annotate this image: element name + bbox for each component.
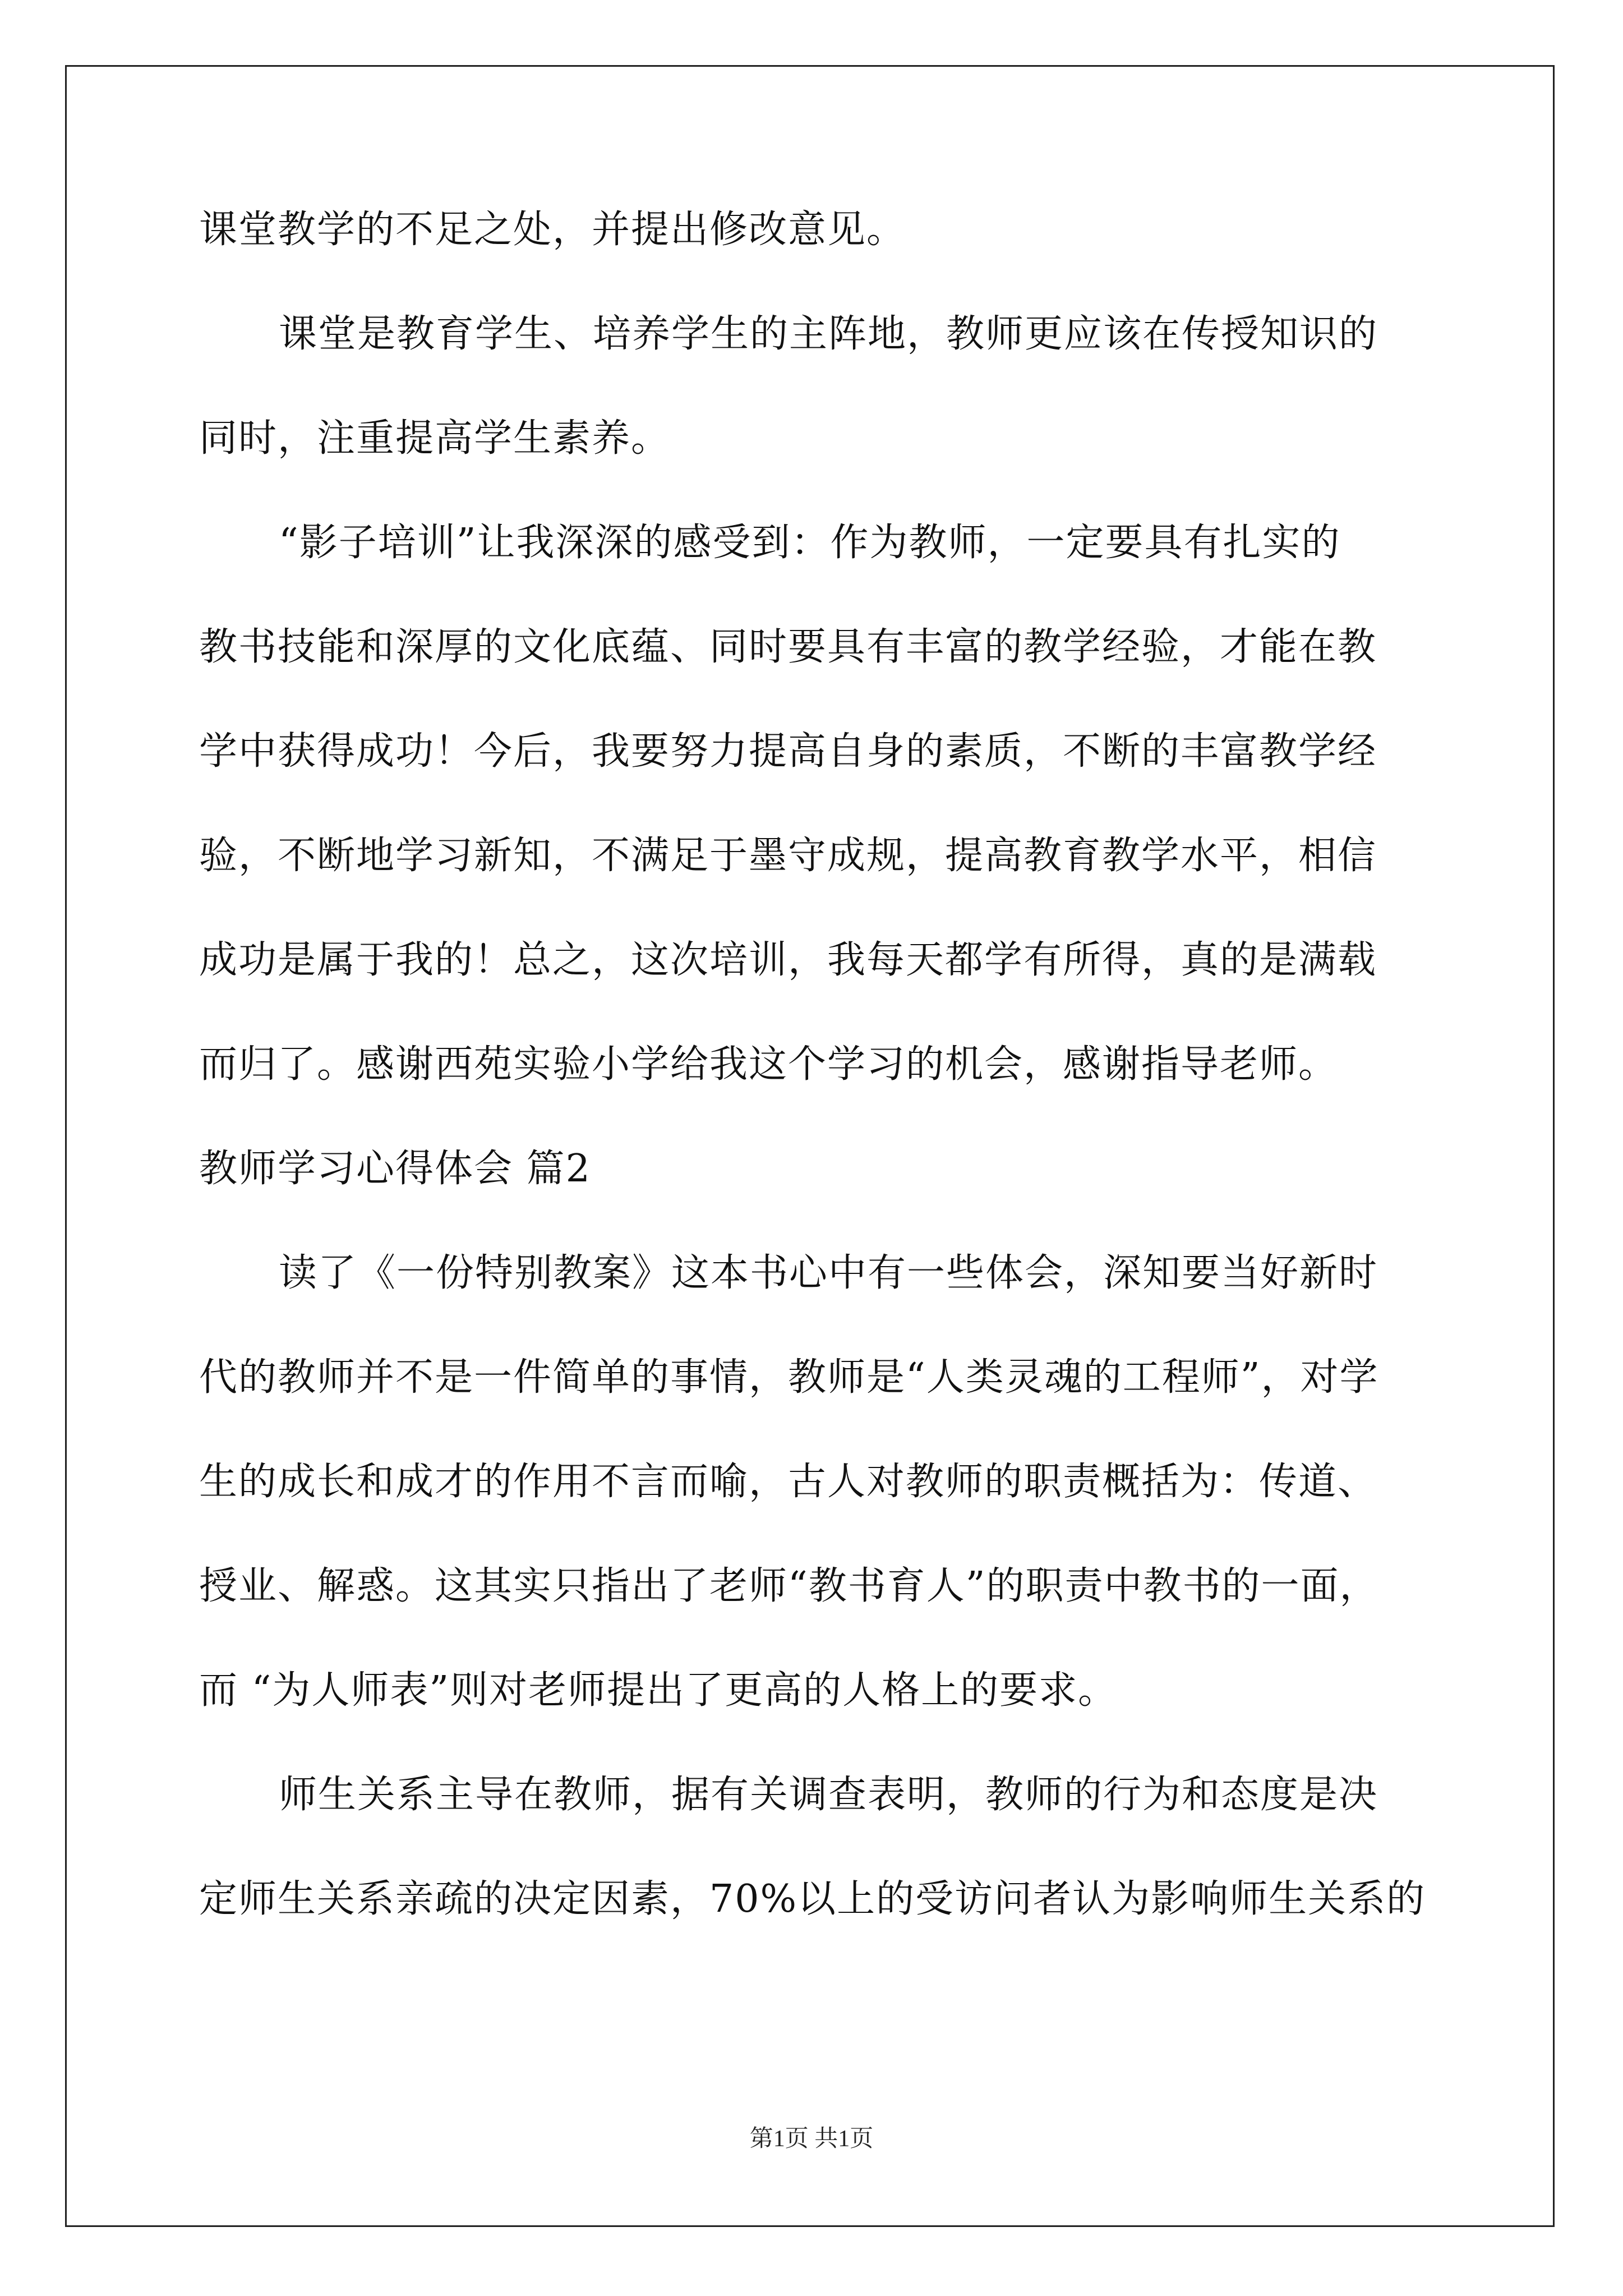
text-line: 同时，注重提高学生素养。: [199, 416, 671, 461]
text-line: 验，不断地学习新知，不满足于墨守成规，提高教育教学水平，相信: [199, 834, 1377, 878]
text-line: 定师生关系亲疏的决定因素，70%以上的受访问者认为影响师生关系的: [199, 1877, 1426, 1921]
paragraph-start: “影子培训”让我深深的感受到：作为教师，一定要具有扎实的: [279, 521, 1341, 565]
paragraph-start: 读了《一份特别教案》这本书心中有一些体会，深知要当好新时: [279, 1251, 1378, 1295]
text-line: 而 “为人师表”则对老师提出了更高的人格上的要求。: [199, 1668, 1118, 1713]
text-line: 学中获得成功！今后，我要努力提高自身的素质，不断的丰富教学经: [199, 729, 1377, 774]
paragraph-start: 师生关系主导在教师，据有关调查表明，教师的行为和态度是决: [279, 1773, 1378, 1817]
section-heading: 教师学习心得体会 篇2: [199, 1147, 591, 1191]
text-line: 成功是属于我的！总之，这次培训，我每天都学有所得，真的是满载: [199, 938, 1377, 982]
text-line: 而归了。感谢西苑实验小学给我这个学习的机会，感谢指导老师。: [199, 1042, 1338, 1087]
text-line: 生的成长和成才的作用不言而喻，古人对教师的职责概括为：传道、: [199, 1460, 1377, 1504]
text-line: 代的教师并不是一件简单的事情，教师是“人类灵魂的工程师”，对学: [199, 1355, 1379, 1400]
page-footer: 第1页 共1页: [749, 2126, 874, 2152]
paragraph-start: 课堂是教育学生、培养学生的主阵地，教师更应该在传授知识的: [279, 312, 1378, 356]
text-line: 教书技能和深厚的文化底蕴、同时要具有丰富的教学经验，才能在教: [199, 625, 1377, 669]
text-line: 授业、解惑。这其实只指出了老师“教书育人”的职责中教书的一面，: [199, 1564, 1379, 1608]
text-line: 课堂教学的不足之处，并提出修改意见。: [199, 208, 906, 252]
